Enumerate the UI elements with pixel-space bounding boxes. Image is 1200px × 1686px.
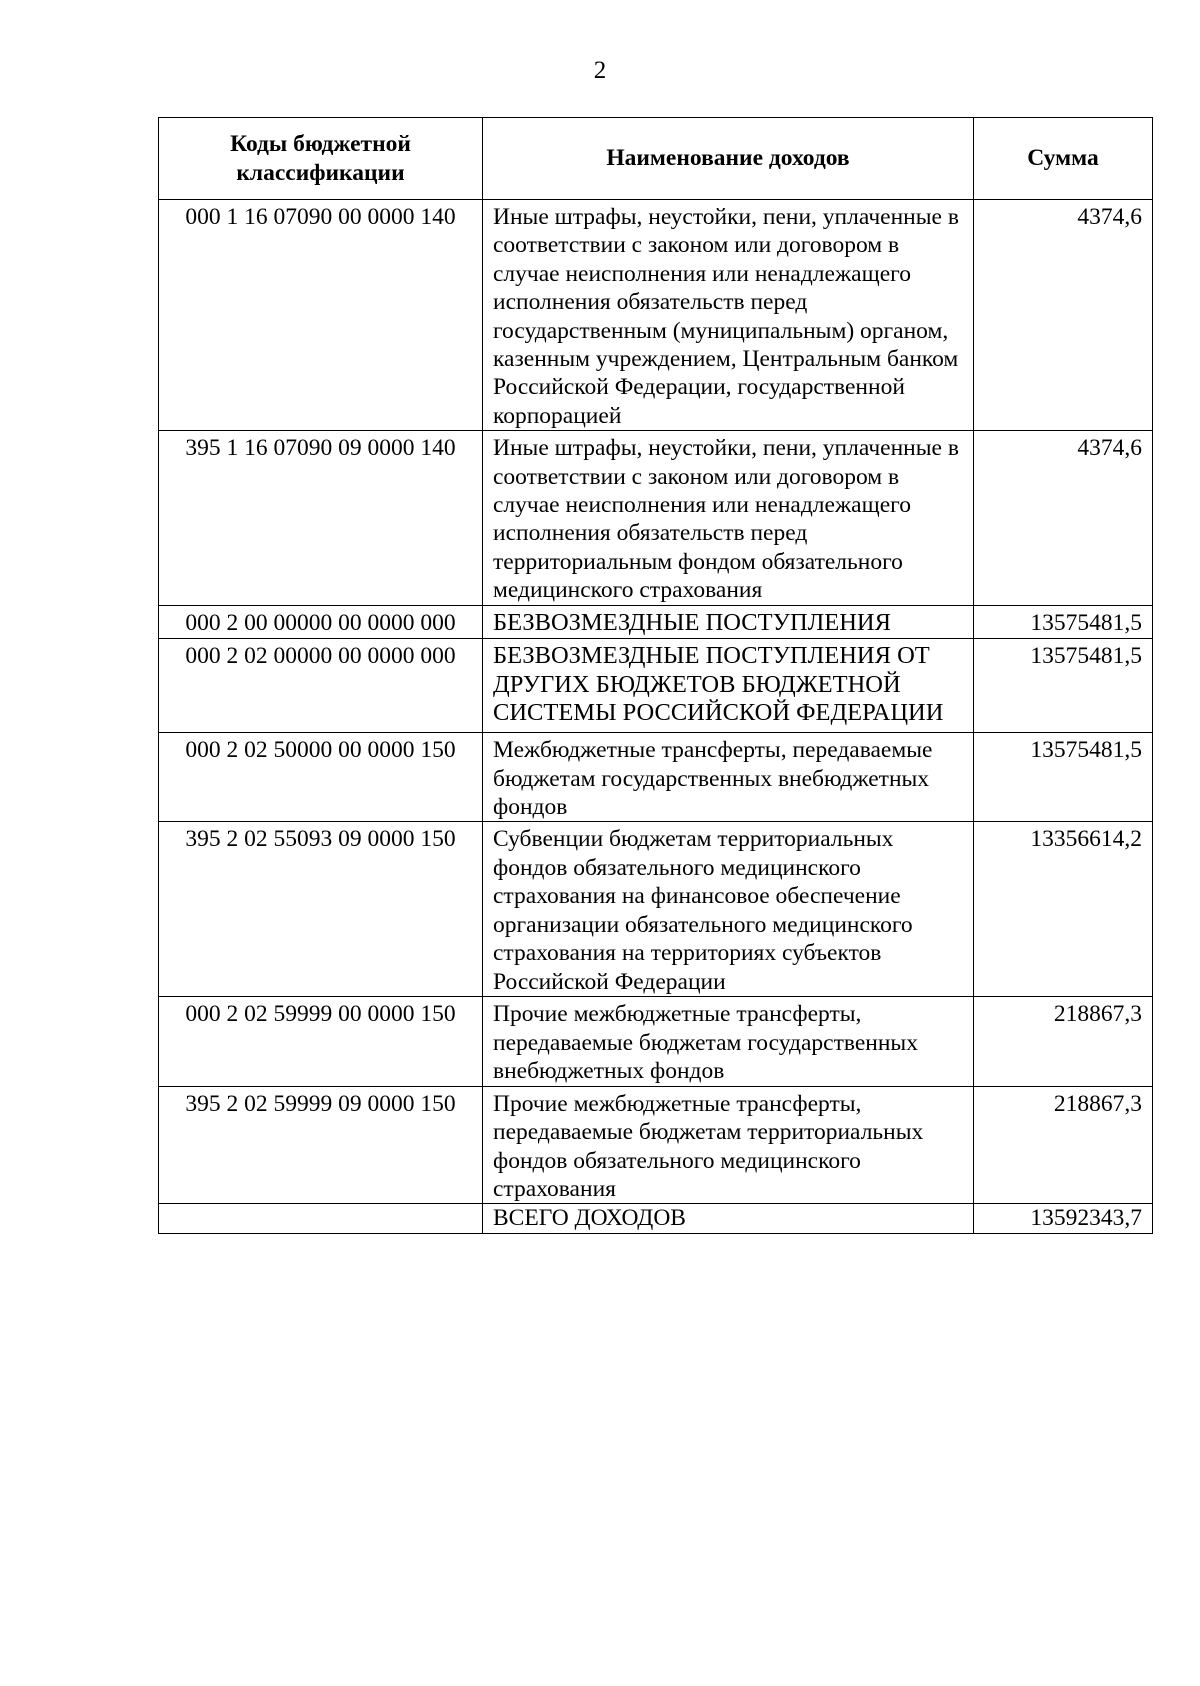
header-code: Коды бюджетной классификации [159, 118, 483, 200]
row-amount: 218867,3 [974, 1086, 1153, 1204]
row-name: Прочие межбюджетные трансферты, передаваемые бюджетам территориальных фондов обязательного медицинского страхования [483, 1086, 974, 1204]
row-name: Прочие межбюджетные трансферты, передаваемые бюджетам государственных внебюджетных фондов [483, 997, 974, 1086]
row-amount: 4374,6 [974, 431, 1153, 606]
row-code: 395 2 02 59999 09 0000 150 [159, 1086, 483, 1204]
table-row [159, 606, 1153, 639]
row-name: БЕЗВОЗМЕЗДНЫЕ ПОСТУПЛЕНИЯ [483, 606, 974, 639]
row-amount: 13356614,2 [974, 822, 1153, 997]
table-row [159, 822, 1153, 997]
income-table [158, 117, 1153, 1234]
table-row [159, 733, 1153, 822]
total-code [159, 1204, 483, 1234]
row-amount: 4374,6 [974, 200, 1153, 431]
row-name: Иные штрафы, неустойки, пени, уплаченные в соответствии с законом или договором в случае неисполнения или ненадлежащего исполнения обязательств перед государственным (муниципальным) органом, казенным учреждением, Центральным банком Российской Федерации, государственной корпорацией [483, 200, 974, 431]
header-name: Наименование доходов [483, 118, 974, 200]
row-amount: 218867,3 [974, 997, 1153, 1086]
total-row [159, 1204, 1153, 1234]
total-name: ВСЕГО ДОХОДОВ [483, 1204, 974, 1234]
row-code: 395 1 16 07090 09 0000 140 [159, 431, 483, 606]
row-amount: 13575481,5 [974, 639, 1153, 733]
page-number: 2 [593, 57, 607, 84]
row-amount: 13575481,5 [974, 606, 1153, 639]
row-name: БЕЗВОЗМЕЗДНЫЕ ПОСТУПЛЕНИЯ ОТ ДРУГИХ БЮДЖЕТОВ БЮДЖЕТНОЙ СИСТЕМЫ РОССИЙСКОЙ ФЕДЕРАЦИИ [483, 639, 974, 733]
row-name: Межбюджетные трансферты, передаваемые бюджетам государственных внебюджетных фондов [483, 733, 974, 822]
table-row [159, 997, 1153, 1086]
row-amount: 13575481,5 [974, 733, 1153, 822]
row-code: 000 1 16 07090 00 0000 140 [159, 200, 483, 431]
row-name: Субвенции бюджетам территориальных фондов обязательного медицинского страхования на финансовое обеспечение организации обязательного медицинского страхования на территориях субъектов Российской Федерации [483, 822, 974, 997]
row-name: Иные штрафы, неустойки, пени, уплаченные в соответствии с законом или договором в случае неисполнения или ненадлежащего исполнения обязательств перед территориальным фондом обязательного медицинского страхования [483, 431, 974, 606]
row-code: 000 2 02 59999 00 0000 150 [159, 997, 483, 1086]
row-code: 000 2 02 50000 00 0000 150 [159, 733, 483, 822]
table-row [159, 200, 1153, 431]
row-code: 000 2 02 00000 00 0000 000 [159, 639, 483, 733]
row-code: 395 2 02 55093 09 0000 150 [159, 822, 483, 997]
row-code: 000 2 00 00000 00 0000 000 [159, 606, 483, 639]
table-row [159, 431, 1153, 606]
header-amount: Сумма [974, 118, 1153, 200]
table-row [159, 639, 1153, 733]
total-amount: 13592343,7 [974, 1204, 1153, 1234]
table-header-row [159, 118, 1153, 200]
table-row [159, 1086, 1153, 1204]
